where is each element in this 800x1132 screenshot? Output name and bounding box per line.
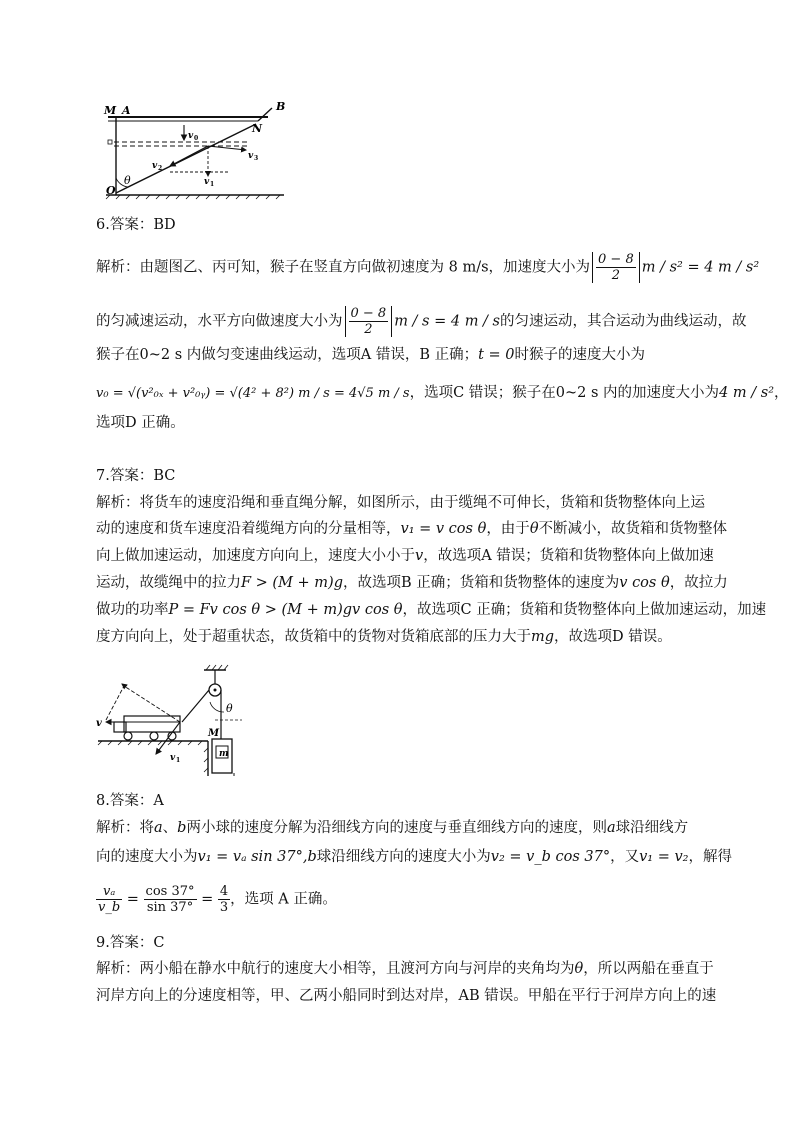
figure-truck-pulley [92,656,252,776]
q7-line1: 解析：将货车的速度沿绳和垂直绳分解，如图所示，由于缆绳不可伸长，货箱和货物整体向上运 [96,495,705,511]
frac-num: 0 − 8 [598,252,634,267]
abs-fraction [592,252,640,283]
label-M: M [104,104,117,117]
label-v: v [96,718,102,729]
equals-2: = [201,891,214,908]
q8-l2d: ，解得 [688,849,732,865]
q8-l1b: 、 [162,820,178,836]
frac-4: 4 [219,884,229,899]
q8-l2c: ，又 [610,849,640,865]
label-v0-sub: 0 [194,135,199,142]
q6-l3a: 猴子在0~2 s 内做匀变速曲线运动，选项A 错误，B 正确； [96,347,479,363]
q7-l6m: mg [531,629,555,645]
q6-l3b: 时猴子的速度大小为 [514,347,646,363]
q7-l3m: v [415,548,424,564]
q6-l1b: m / s² = 4 m / s² [641,259,760,276]
q7-l4b: ，故选项B 正确；货箱和货物整体的速度为 [343,575,620,591]
q7-l2b: ，由于 [486,521,530,537]
q7-l4c: ，故拉力 [669,575,728,591]
q8-l2m3: v₂ = v_b cos 37° [490,849,611,865]
frac-num-2: 0 − 8 [350,306,387,321]
q9-line2: 河岸方向上的分速度相等，甲、乙两小船同时到达对岸，AB 错误。甲船在平行于河岸方向上的速 [96,988,717,1004]
q6-line3 [96,344,645,366]
q7-line4 [96,572,728,594]
q6-line5: 选项D 正确。 [96,415,185,431]
q7-l2m2: θ [529,521,539,537]
q7-l6b: ，故选项D 错误。 [554,629,672,645]
q6-line4 [96,382,789,405]
q9-line1 [96,958,714,980]
label-v2-sub: 2 [158,165,163,172]
q8-line2 [96,846,732,868]
q6-l2b: m / s = 4 m / s [394,313,500,330]
q7-l3b: ，故选项A 错误；货箱和货物整体向上做加速 [423,548,714,564]
q8-line1 [96,817,688,839]
label-v1-sub: 1 [210,181,215,188]
label-N: N [252,122,263,135]
label-v3-sub: 3 [254,155,259,162]
label-B: B [276,100,286,113]
q7-line2 [96,518,727,540]
label-v0: v [188,131,194,141]
frac-va: vₐ [96,884,122,900]
q8-answer: 8.答案：A [96,793,164,809]
q6-l1a: 解析：由题图乙、丙可知，猴子在竖直方向做初速度为 8 m/s，加速度大小为 [96,259,591,276]
q6-l3m: t = 0 [478,347,515,363]
frac-den: 2 [611,268,621,283]
label-theta-2: θ [226,702,233,715]
q8-l2m4: v₁ = v₂ [639,849,689,865]
q9-answer: 9.答案：C [96,935,165,951]
label-A: A [122,104,131,117]
q8-l2m2: b [307,849,317,865]
q8-l2b: 球沿细线方向的速度大小为 [316,849,491,865]
q7-l4a: 运动，故缆绳中的拉力 [96,575,241,591]
q9-l1a: 解析：两小船在静水中航行的速度大小相等，且渡河方向与河岸的夹角均为 [96,961,575,977]
label-O: O [106,184,116,197]
frac-den-2: 2 [364,322,373,337]
q7-line6 [96,626,672,648]
q6-line1 [96,252,759,283]
q7-line3 [96,545,714,567]
q6-answer: 6.答案：BD [96,217,176,233]
figure-monkey-motion [100,100,300,200]
q7-l2m: v₁ = v cos θ [400,521,487,537]
q7-l3a: 向上做加速运动，加速度方向向上，速度大小小于 [96,548,415,564]
q8-l1m3: a [606,820,616,836]
q7-l4m2: v cos θ [619,575,670,591]
q7-l2c: 不断减小，故货箱和货物整体 [538,521,728,537]
q8-l2a: 向的速度大小为 [96,849,198,865]
frac-sin: sin 37° [146,900,194,915]
label-v3: v [248,151,254,161]
label-v1: v [204,177,210,187]
frac-va-vb [96,884,122,915]
label-M-2: M [208,728,220,739]
equals-1: = [126,891,139,908]
q7-l2a: 动的速度和货车速度沿着缆绳方向的分量相等， [96,521,401,537]
label-v2: v [152,161,158,171]
q9-l1m: θ [574,961,584,977]
q8-l1m2: b [177,820,187,836]
frac-vb: v_b [98,900,121,915]
q8-l1m: a [154,820,163,836]
q6-l4m2: 4 m / s² [719,385,775,401]
label-theta: θ [124,174,131,187]
q7-line5 [96,599,766,621]
frac-cos-sin [144,884,197,915]
q6-l2a: 的匀减速运动，水平方向做速度大小为 [96,313,343,330]
q6-l2c: 的匀速运动，其合运动为曲线运动，故 [500,313,747,330]
q7-l5m: P = Fv cos θ > (M + m)gv cos θ [168,602,403,618]
q7-l4m: F > (M + m)g [241,575,343,591]
q8-line3 [96,884,337,915]
label-m: m [219,749,229,759]
q6-l4m: v₀ = √(v²₀ₓ + v²₀ᵧ) = √(4² + 8²) m / s = 4√5 m / s [96,386,410,401]
q8-l3b: ，选项 A 正确。 [230,891,337,908]
q7-l5b: ，故选项C 正确；货箱和货物整体向上做加速运动，加速 [402,602,767,618]
frac-4-3 [218,884,230,915]
label-v1-2: v [170,753,176,763]
q8-l2m: v₁ = vₐ sin 37°, [197,849,308,865]
q7-answer: 7.答案：BC [96,468,176,484]
q7-l6a: 度方向向上，处于超重状态，故货箱中的货物对货箱底部的压力大于 [96,629,531,645]
frac-cos: cos 37° [145,884,195,899]
label-v1-2-sub: 1 [176,757,181,764]
q8-l1a: 解析：将 [96,820,154,836]
q8-l1c: 两小球的速度分解为沿细线方向的速度与垂直细线方向的速度，则 [186,820,607,836]
q9-l1b: ，所以两船在垂直于 [583,961,714,977]
q6-line2 [96,306,747,337]
q7-l5a: 做功的功率 [96,602,169,618]
q6-l4a: ，选项C 错误；猴子在0~2 s 内的加速度大小为 [409,385,720,401]
q8-l1d: 球沿细线方 [615,820,689,836]
frac-3: 3 [219,900,229,915]
abs-fraction-2 [345,306,393,337]
q6-l4b: ， [774,385,789,401]
